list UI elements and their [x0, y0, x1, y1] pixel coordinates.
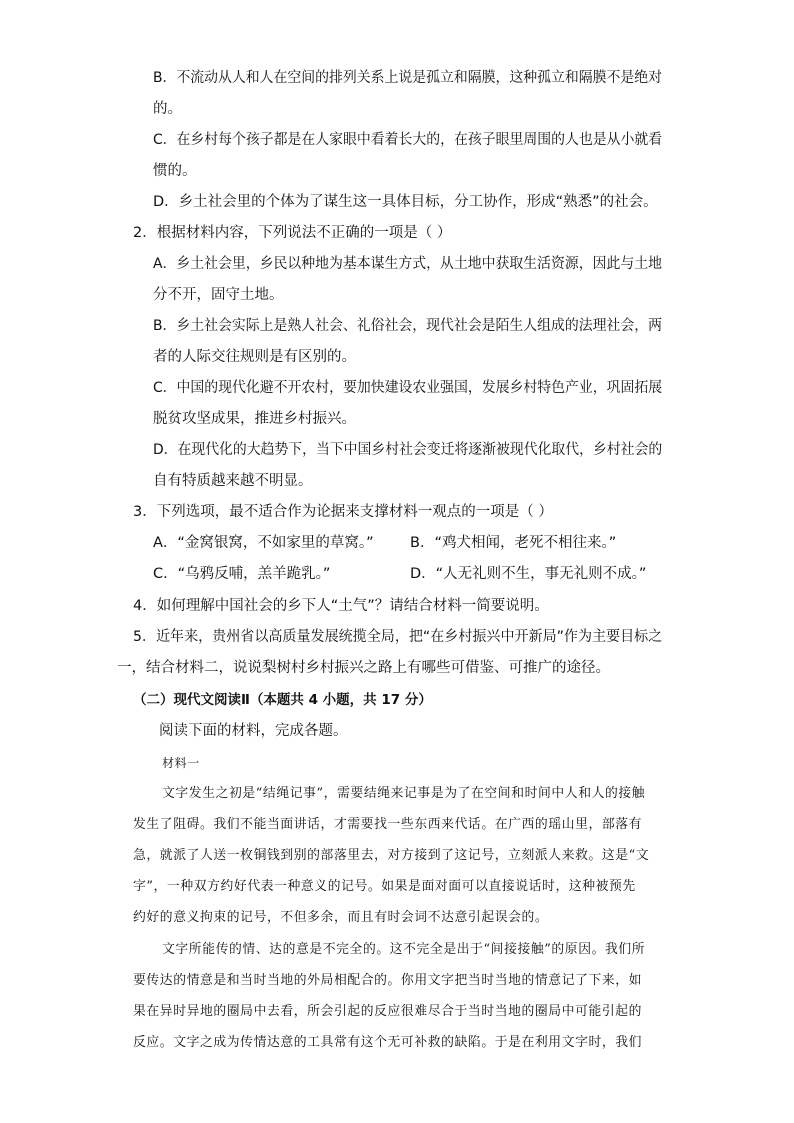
passage-p1-line3: 急，就派了人送一枚铜钱到别的部落里去，对方接到了这记号，立刻派人来救。这是“文 — [133, 848, 650, 863]
q5-stem-line1: 5．近年来，贵州省以高质量发展统揽全局，把“在乡村振兴中开新局”作为主要目标之 — [133, 629, 663, 645]
q5-stem-line2: 一，结合材料二，说说梨树村乡村振兴之路上有哪些可借鉴、可推广的途径。 — [117, 660, 610, 676]
passage-p1-line2: 发生了阻碍。我们不能当面讲话，才需要找一些东西来代话。在广西的瑶山里，部落有 — [133, 817, 643, 832]
q3-option-c: C．“乌鸦反哺，羔羊跪乳。” — [153, 566, 331, 582]
q2-option-a-line1: A．乡土社会里，乡民以种地为基本谋生方式，从土地中获取生活资源，因此与土地 — [153, 256, 662, 272]
q2-option-c-line2: 脱贫攻坚成果，推进乡村振兴。 — [153, 411, 356, 427]
passage-p1-line1: 文字发生之初是“结绳记事”，需要结绳来记事是为了在空间和时间中人和人的接触 — [162, 786, 646, 801]
q2-option-d-line2: 自有特质越来越不明显。 — [153, 473, 313, 489]
q1-option-b-line1: B．不流动从人和人在空间的排列关系上说是孤立和隔膜，这种孤立和隔膜不是绝对 — [153, 70, 662, 86]
material-label: 材料一 — [162, 756, 200, 770]
q2-option-d-line1: D．在现代化的大趋势下，当下中国乡村社会变迁将逐渐被现代化取代，乡村社会的 — [153, 442, 663, 458]
q2-option-b-line2: 者的人际交往规则是有区别的。 — [153, 349, 356, 365]
q3-option-d: D．“人无礼则不生，事无礼则不成。” — [410, 566, 647, 582]
passage-p2-line1: 文字所能传的情、达的意是不完全的。这不完全是出于“间接接触”的原因。我们所 — [162, 942, 646, 957]
passage-p1-line4: 字”，一种双方约好代表一种意义的记号。如果是面对面可以直接说话时，这种被预先 — [133, 879, 636, 894]
passage-p2-line3: 果在异时异地的圈局中去看，所会引起的反应很难尽合于当时当地的圈局中可能引起的 — [133, 1004, 643, 1019]
q3-option-a: A．“金窝银窝，不如家里的草窝。” — [153, 535, 374, 551]
instruction-text: 阅读下面的材料，完成各题。 — [159, 723, 348, 739]
q3-stem: 3．下列选项，最不适合作为论据来支撑材料一观点的一项是（ ） — [133, 504, 553, 520]
q3-option-b: B．“鸡犬相闻，老死不相往来。” — [410, 535, 617, 551]
q1-option-d: D．乡土社会里的个体为了谋生这一具体目标，分工协作，形成“熟悉”的社会。 — [153, 194, 658, 210]
q1-option-c-line1: C．在乡村每个孩子都是在人家眼中看着长大的，在孩子眼里周围的人也是从小就看 — [153, 132, 663, 148]
section-heading: （二）现代文阅读Ⅱ（本题共 4 小题，共 17 分） — [133, 692, 432, 708]
passage-p2-line4: 反应。文字之成为传情达意的工具常有这个无可补救的缺陷。于是在利用文字时，我们 — [133, 1035, 643, 1050]
q1-option-c-line2: 惯的。 — [153, 163, 197, 179]
q2-option-b-line1: B．乡土社会实际上是熟人社会、礼俗社会，现代社会是陌生人组成的法理社会，两 — [153, 318, 662, 334]
q2-option-c-line1: C．中国的现代化避不开农村，要加快建设农业强国，发展乡村特色产业，巩固拓展 — [153, 380, 663, 396]
q1-option-b-line2: 的。 — [153, 101, 182, 117]
q4-stem: 4．如何理解中国社会的乡下人“土气”？请结合材料一简要说明。 — [133, 598, 549, 614]
passage-p1-line5: 约好的意义拘束的记号，不但多余，而且有时会词不达意引起误会的。 — [133, 910, 549, 925]
passage-p2-line2: 要传达的情意是和当时当地的外局相配合的。你用文字把当时当地的情意记了下来，如 — [133, 973, 643, 988]
q2-stem: 2．根据材料内容，下列说法不正确的一项是（ ） — [133, 225, 452, 241]
q2-option-a-line2: 分不开，固守土地。 — [153, 287, 284, 303]
